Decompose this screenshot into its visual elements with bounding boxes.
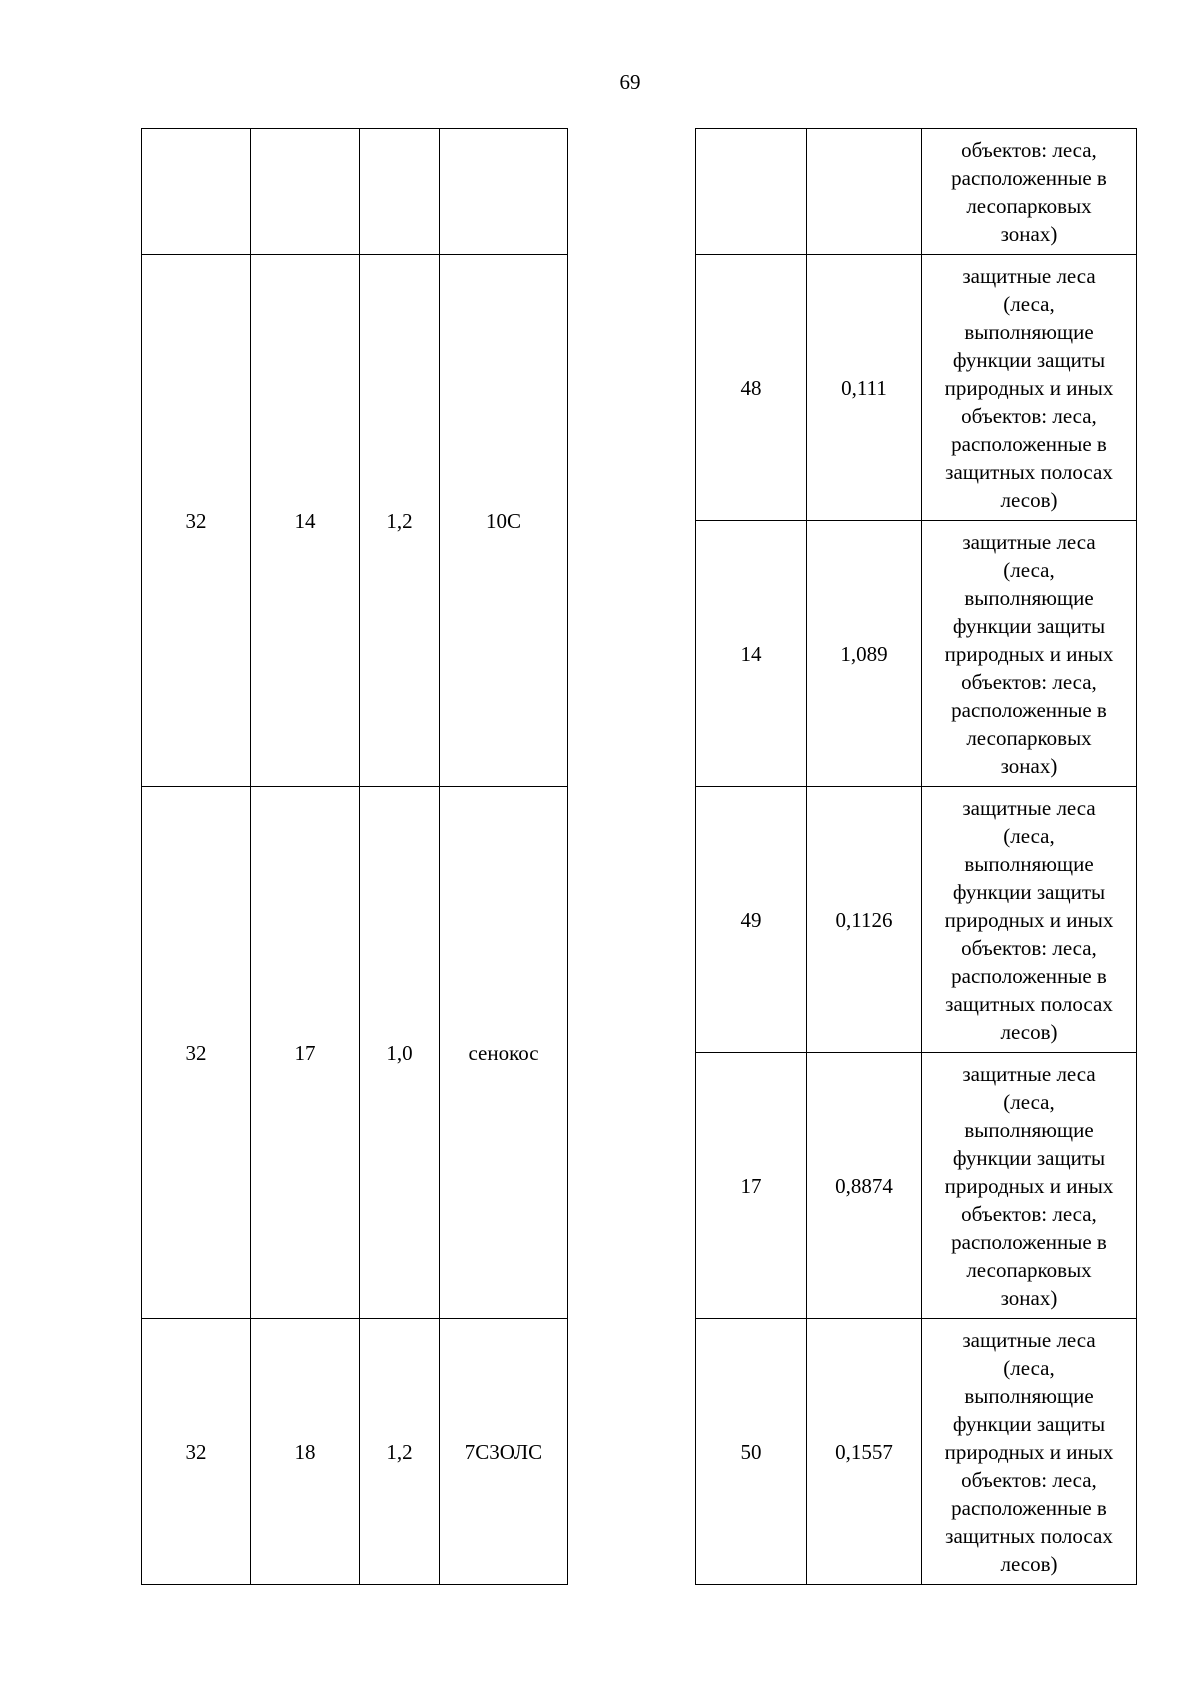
protection-category-cell: защитные леса (леса, выполняющие функции защиты природных и иных объектов: леса, расположенные в защитных полосах лесов) <box>922 1319 1137 1585</box>
protection-category-cell: защитные леса (леса, выполняющие функции защиты природных и иных объектов: леса, расположенные в лесопарковых зонах) <box>922 1053 1137 1319</box>
subplot-number-cell: 48 <box>696 255 807 521</box>
table-cell <box>251 129 360 255</box>
subplot-number-cell: 17 <box>696 1053 807 1319</box>
subplot-number-cell: 14 <box>696 521 807 787</box>
protection-category-cell: объектов: леса, расположенные в лесопарковых зонах) <box>922 129 1137 255</box>
subplot-number-cell: 49 <box>696 787 807 1053</box>
table-cell <box>440 129 568 255</box>
forest-plots-table <box>141 128 1137 1585</box>
plot-cell: 18 <box>251 1319 360 1585</box>
page-number: 69 <box>619 70 641 94</box>
table-cell <box>142 129 251 255</box>
area-cell: 1,2 <box>360 1319 440 1585</box>
table-row <box>142 129 1137 255</box>
quarter-cell: 32 <box>142 787 251 1319</box>
plot-cell: 14 <box>251 255 360 787</box>
subplot-area-cell: 0,1557 <box>807 1319 922 1585</box>
protection-category-cell: защитные леса (леса, выполняющие функции защиты природных и иных объектов: леса, расположенные в защитных полосах лесов) <box>922 255 1137 521</box>
plot-cell: 17 <box>251 787 360 1319</box>
table-cell <box>360 129 440 255</box>
table-cell <box>696 129 807 255</box>
merged-empty-column <box>568 129 696 1585</box>
composition-cell: 7С3ОЛС <box>440 1319 568 1585</box>
area-cell: 1,2 <box>360 255 440 787</box>
quarter-cell: 32 <box>142 1319 251 1585</box>
composition-cell: 10С <box>440 255 568 787</box>
protection-category-cell: защитные леса (леса, выполняющие функции защиты природных и иных объектов: леса, расположенные в защитных полосах лесов) <box>922 787 1137 1053</box>
composition-cell: сенокос <box>440 787 568 1319</box>
subplot-number-cell: 50 <box>696 1319 807 1585</box>
quarter-cell: 32 <box>142 255 251 787</box>
subplot-area-cell: 0,8874 <box>807 1053 922 1319</box>
subplot-area-cell: 0,111 <box>807 255 922 521</box>
table-cell <box>807 129 922 255</box>
subplot-area-cell: 1,089 <box>807 521 922 787</box>
subplot-area-cell: 0,1126 <box>807 787 922 1053</box>
area-cell: 1,0 <box>360 787 440 1319</box>
protection-category-cell: защитные леса (леса, выполняющие функции защиты природных и иных объектов: леса, расположенные в лесопарковых зонах) <box>922 521 1137 787</box>
